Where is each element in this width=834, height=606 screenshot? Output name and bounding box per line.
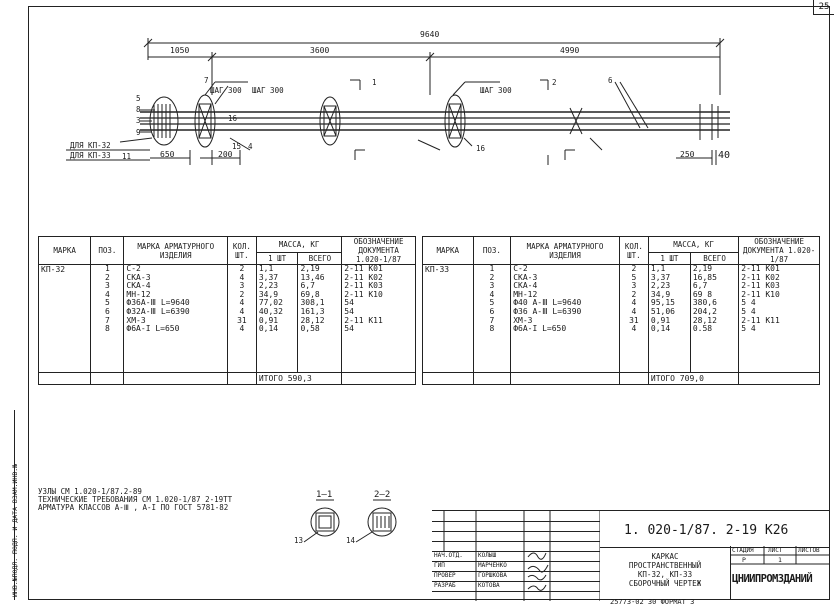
sections-drawing <box>280 486 420 556</box>
th-massa-r: МАССА, КГ <box>648 237 738 253</box>
th-kol-r: КОЛ. ШТ. <box>619 237 648 265</box>
pos-14: 14 <box>346 536 356 545</box>
role-3: ПРОВЕР <box>434 572 456 579</box>
th-poz-r: ПОЗ. <box>473 237 511 265</box>
dim-3: 4990 <box>560 46 580 55</box>
note-1: УЗЛЫ СМ 1.020-1/87.2-89 <box>38 487 142 496</box>
spec-table-kp32 <box>38 236 416 385</box>
assembly-drawing <box>0 0 834 230</box>
pos-13: 13 <box>294 536 304 545</box>
title-block-grid <box>432 511 600 601</box>
stadiya-value: Р <box>742 556 746 564</box>
cell-marka-r: КП-33 <box>423 265 474 373</box>
title-block-signatures <box>432 510 600 601</box>
dim-total: 9640 <box>420 30 440 39</box>
th-kol: КОЛ. ШТ. <box>228 237 257 265</box>
pos-5: 5 <box>136 94 141 103</box>
th-vsego: ВСЕГО <box>298 253 342 265</box>
title-line-2: ПРОСТРАНСТВЕННЫЙ <box>628 561 702 570</box>
list-label: ЛИСТ <box>768 547 783 554</box>
pos-1: 1 <box>372 78 377 87</box>
th-marka-izd: МАРКА АРМАТУРНОГО ИЗДЕЛИЯ <box>124 237 228 265</box>
pos-16: 16 <box>476 144 486 153</box>
col-oboz: 2-11 К01 2-11 К02 2-11 К03 2-11 К10 54 54 2-11 К11 54 <box>342 265 416 373</box>
pos-7: 7 <box>204 76 209 85</box>
label-dlya-kp32: ДЛЯ КП-32 <box>70 141 111 150</box>
pos-9: 9 <box>136 128 141 137</box>
side-strip-label: ИНВ.№ПОДЛ. ПОДП. И ДАТА ВЗАМ.ИНВ.№ <box>11 463 19 597</box>
col-sht-r: 1,1 3,37 2,23 34,9 95,15 51,06 0,91 0,14 <box>648 265 690 373</box>
spec-table-kp33 <box>422 236 820 385</box>
th-oboz-r: ОБОЗНАЧЕНИЕ ДОКУМЕНТА 1.020-1/87 <box>739 237 820 265</box>
title-line-4: СБОРОЧНЫЙ ЧЕРТЕЖ <box>628 579 702 588</box>
footer-format: 25773-02 30 ФОРМАТ 3 <box>610 598 695 606</box>
pos-6: 6 <box>608 76 613 85</box>
pos-4: 4 <box>248 142 253 151</box>
col-poz-r: 1 2 3 4 5 6 7 8 <box>473 265 511 373</box>
section-2-label: 2—2 <box>374 490 391 500</box>
notes <box>38 488 232 512</box>
col-oboz-r: 2-11 К01 2-11 К02 2-11 К03 2-11 К10 5 4 5 4 2-11 К11 5 4 <box>739 265 820 373</box>
stadiya-label: СТАДИЯ <box>732 547 754 554</box>
name-1: КОЛЫШ <box>478 552 497 559</box>
name-4: КОТОВА <box>478 582 500 589</box>
title-block-title <box>600 546 731 600</box>
dim-bottom-1: 650 <box>160 150 175 159</box>
dim-1: 1050 <box>170 46 190 55</box>
name-3: ГОРШКОВА <box>478 572 507 579</box>
pos-11: 11 <box>122 152 132 161</box>
dim-2: 3600 <box>310 46 330 55</box>
title-block-stage <box>730 546 830 600</box>
organization: ЦНИИПРОМЗДАНИЙ <box>732 573 813 585</box>
role-2: ГИП <box>434 562 445 569</box>
pos-3: 3 <box>136 116 141 125</box>
th-poz: ПОЗ. <box>91 237 124 265</box>
itogo-kp32: ИТОГО 590,3 <box>256 373 341 385</box>
dim-bottom-2: 200 <box>218 150 233 159</box>
dim-bottom-3: 250 <box>680 150 695 159</box>
th-marka-izd-r: МАРКА АРМАТУРНОГО ИЗДЕЛИЯ <box>511 237 620 265</box>
role-4: РАЗРАБ <box>434 582 456 589</box>
dim-bottom-4: 40 <box>718 150 731 161</box>
note-3: АРМАТУРА КЛАССОВ А-Ⅲ , А-I ПО ГОСТ 5781-82 <box>38 503 229 512</box>
doc-number: 1. 020-1/87. 2-19 К26 <box>624 523 789 538</box>
pos-15: 15 <box>232 142 242 151</box>
label-dlya-kp33: ДЛЯ КП-33 <box>70 151 111 160</box>
th-marka-r: МАРКА <box>423 237 474 265</box>
note-2: ТЕХНИЧЕСКИЕ ТРЕБОВАНИЯ СМ 1.020-1/87 2-19ТТ <box>38 495 233 504</box>
pos-2: 2 <box>552 78 557 87</box>
col-kol: 2 4 3 2 4 4 31 4 <box>228 265 257 373</box>
col-vsego-r: 2,19 16,85 6,7 69 8 380,6 204,2 28,12 0.58 <box>690 265 738 373</box>
side-strip <box>0 410 19 600</box>
th-oboz: ОБОЗНАЧЕНИЕ ДОКУМЕНТА 1.020-1/87 <box>342 237 416 265</box>
cell-marka: КП-32 <box>39 265 91 373</box>
col-izd: С-2 СКА-3 СКА-4 МН-12 Ф36А-Ⅲ L=9640 Ф32А-Ⅲ L=6390 ХМ-3 Ф6А-I L=650 <box>124 265 228 373</box>
th-vsego-r: ВСЕГО <box>690 253 738 265</box>
title-line-3: КП-32, КП-33 <box>637 570 693 579</box>
col-sht: 1,1 3,37 2,23 34,9 77,02 40,32 0,91 0,14 <box>256 265 298 373</box>
pos-8: 8 <box>136 105 141 114</box>
role-1: НАЧ.ОТД. <box>434 552 463 559</box>
page-number: 25 <box>813 0 834 15</box>
th-massa: МАССА, КГ <box>256 237 341 253</box>
th-sht: 1 ШТ <box>256 253 298 265</box>
col-poz: 1 2 3 4 5 6 7 8 <box>91 265 124 373</box>
label-shag-2: ШАГ 300 <box>252 86 284 95</box>
pos-16b: 16 <box>228 114 238 123</box>
col-kol-r: 2 5 3 2 4 4 31 4 <box>619 265 648 373</box>
label-shag-3: ШАГ 300 <box>480 86 512 95</box>
col-vsego: 2,19 13,46 6,7 69,8 308,1 161,3 28,12 0,58 <box>298 265 342 373</box>
th-sht-r: 1 ШТ <box>648 253 690 265</box>
title-block-number-cell <box>600 510 830 548</box>
itogo-kp33: ИТОГО 709,0 <box>648 373 738 385</box>
th-marka: МАРКА <box>39 237 91 265</box>
title-block <box>432 510 830 600</box>
col-izd-r: С-2 СКА-3 СКА-4 МН-12 Ф40 А-Ⅲ L=9640 Ф36 А-Ⅲ L=6390 ХМ-3 Ф6А-I L=650 <box>511 265 620 373</box>
listov-label: ЛИСТОВ <box>798 547 820 554</box>
name-2: МАРЧЕНКО <box>478 562 507 569</box>
label-shag-1: ШАГ 300 <box>210 86 242 95</box>
section-1-label: 1—1 <box>316 490 333 500</box>
title-line-1: КАРКАС <box>651 552 679 561</box>
list-value: 1 <box>778 556 782 564</box>
